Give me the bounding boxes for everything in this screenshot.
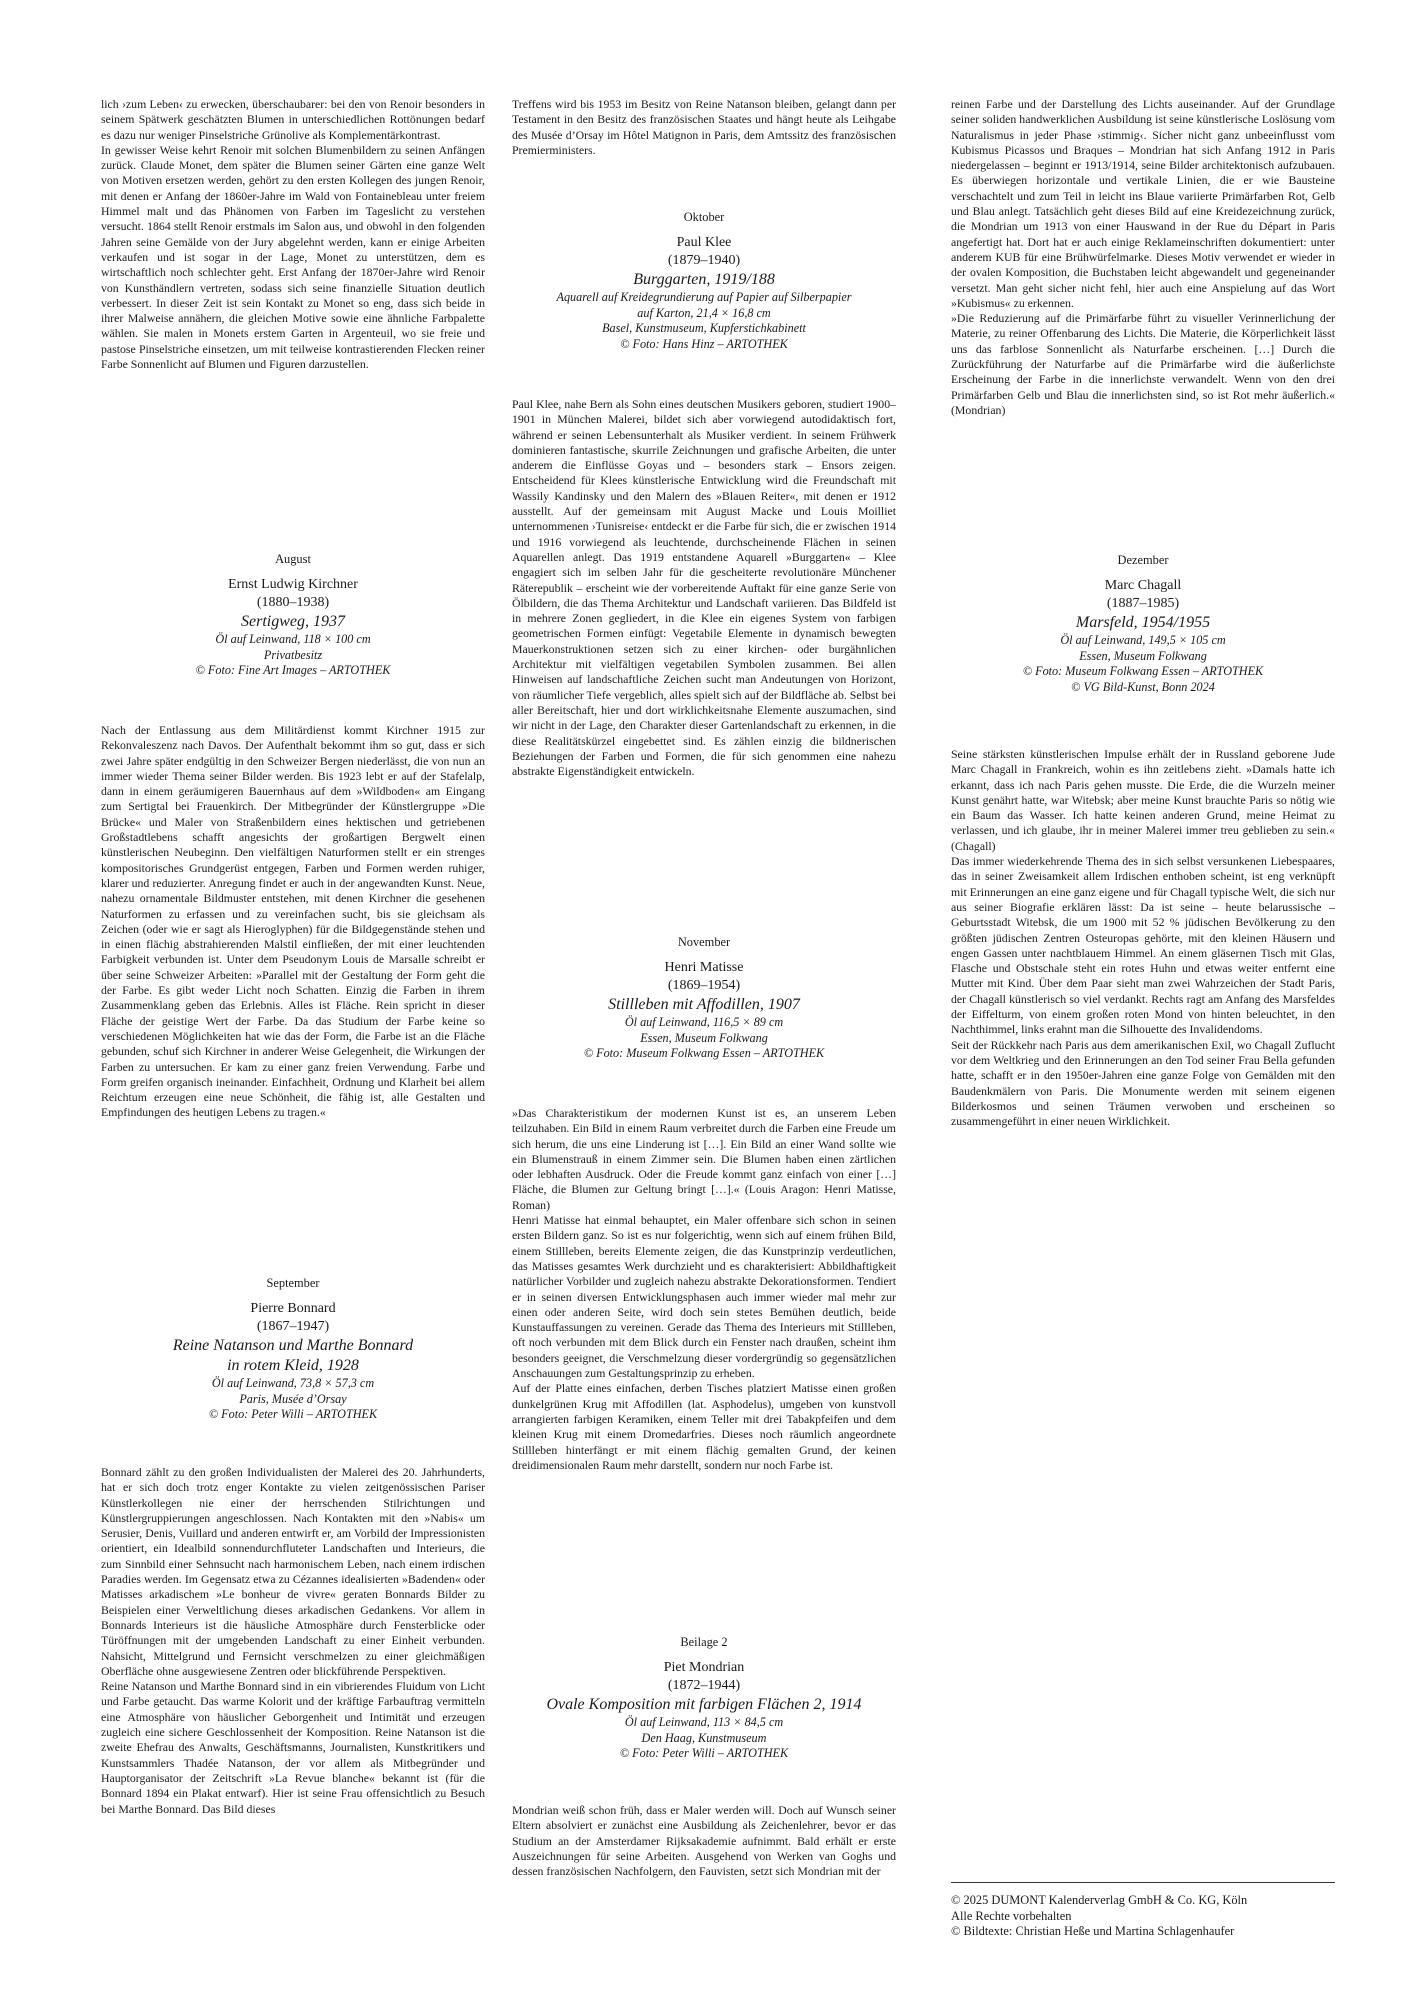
imprint-rights: Alle Rechte vorbehalten	[951, 1908, 1072, 1923]
paragraph: Das immer wiederkehrende Thema des in sich selbst versunkenen Liebespaares, das in seiner Zweisamkeit allem Irdischen enthoben scheint, ist eng verknüpft mit Erinnerungen an eine ganz eigene und für Chagall typische Welt, die sich nur aus seiner Biografie erklären lässt: Da ist seine – heute belarussische – Geburtsstadt Witebsk, die um 1900 mit 52 % jüdischen Bevölkerung zu den größten jüdischen Zentren Osteuropas gehörte, mit den kleinen Häusern und engen Gassen unter nachtblauem Himmel. An einem gläsernen Tisch mit Glas, Flasche und Obstschale steht ein rotes Huhn und etwas weiter entfernt eine Mutter mit Kind. Über dem Paar sieht man zwei Wahrzeichen der Stadt Paris, der Chagall künstlerisch so viel verdankt. Rechts ragt am Anfang des Marsfeldes der Eiffelturm, von einem großen roten Mond von hinten beleuchtet, in den Nachthimmel, links erahnt man die Silhouette des Invalidendoms.	[951, 854, 1335, 1037]
paragraph: Mondrian weiß schon früh, dass er Maler werden will. Doch auf Wunsch seiner Eltern absolviert er zunächst eine Ausbildung als Zeichenlehrer, bevor er das Studium an der Amsterdamer Rijksakademie aufnimmt. Bald erhält er erste Auszeichnungen für seine Arbeiten. Ausgehend von Werken van Goghs und dessen französischen Nachfolgern, den Fauvisten, setzt sich Mondrian mit der	[512, 1803, 896, 1879]
paragraph: lich ›zum Leben‹ zu erwecken, überschaubarer: bei den von Renoir besonders in seinem Spätwerk geschätzten Blumen in unterschiedlichen Rottönungen bedarf es dazu nur weniger Pinselstriche Grünolive als Komplementärkontrast.	[101, 97, 485, 142]
august-text	[101, 723, 485, 1121]
artwork-title: Reine Natanson und Marthe Bonnard	[172, 1337, 414, 1354]
dezember-text	[951, 747, 1335, 1129]
month-label: September	[266, 1276, 320, 1290]
oktober-caption	[512, 209, 896, 352]
month-label: November	[677, 935, 731, 949]
paragraph: »Das Charakteristikum der modernen Kunst ist es, an unserem Leben teilzuhaben. Ein Bild in einem Raum verbreitet durch die Farben eine Freude um sich herum, die uns eine Linderung ist […]. Ein Bild an einer Wand sollte wie ein Blumenstrauß in einem Zimmer sein. Die Blumen haben einen zärtlichen oder lebhaften Ausdruck. Oder die Freude kommt ganz einfach von einer […] Fläche, die Blumen zur Geltung bringt […].« (Louis Aragon: Henri Matisse, Roman)	[512, 1106, 896, 1212]
paragraph: Bonnard zählt zu den großen Individualisten der Malerei des 20. Jahrhunderts, hat er sich doch trotz enger Kontakte zu vielen zeitgenössischen Pariser Künstlerkollegen nie einer der herrschenden Stilrichtungen und Künstlergruppierungen angeschlossen. Nach Kontakten mit den »Nabis« um Serusier, Denis, Vuillard und anderen entwirft er, am Vorbild der Impressionisten orientiert, ein Idealbild sonnendurchfluteter Landschaften und Interieurs, die zum Sinnbild einer Sehnsucht nach harmonischem Leben, nach einem irdischen Paradies werden. Im Gegensatz etwa zu Cézannes idealisierten »Badenden« oder Matisses arkadischem »Le bonheur de vivre« geraten Bonnards Bilder zu Beispielen einer Verweltlichung dieses arkadischen Gedankens. Vor allem in Bonnards Interieurs ist die häusliche Atmosphäre durch Fensterblicke oder Türöffnungen mit der umgebenden Landschaft zu einer Einheit verbunden. Nahsicht, Mittelgrund und Fernsicht verschmelzen zu einer gleichmäßigen Oberfläche ohne ausgewiesene Zentren oder blickführende Perspektiven.	[101, 1465, 485, 1678]
artist-name: Ernst Ludwig Kirchner	[228, 577, 358, 592]
paragraph: Henri Matisse hat einmal behauptet, ein Maler offenbare sich schon in seinen ersten Bildern ganz. So ist es nur folgerichtig, wenn sich auf einem frühen Bild, einem Stillleben, bereits Elemente zeigen, die das Kunstprinzip verdeutlichen, das Matisses gesamtes Werk durchzieht und es charakterisiert: Abbildhaftigkeit natürlicher Vorbilder und zugleich nahezu abstrakte Dekorationsformen. Tendiert er in seinen diversen Entwicklungsphasen auch immer wieder mal mehr zur einen oder anderen Seite, wird doch sein stetes Bemühen deutlich, beide Kunstauffassungen zu vereinen. Gerade das Thema des Interieurs mit Stillleben, oft noch verbunden mit dem Blick durch ein Fenster nach draußen, scheint ihm besonders geeignet, die Verschmelzung dieser vordergründig so gegensätzlichen Anschauungen zum Gestaltungsprinzip zu erheben.	[512, 1213, 896, 1381]
month-label: August	[275, 552, 311, 566]
artwork-location: Essen, Museum Folkwang	[1079, 648, 1207, 663]
november-caption	[512, 934, 896, 1062]
artwork-location: Den Haag, Kunstmuseum	[641, 1730, 767, 1745]
photo-credit: © Foto: Peter Willi – ARTOTHEK	[619, 1746, 789, 1760]
artist-name: Paul Klee	[676, 235, 732, 250]
paragraph: Nach der Entlassung aus dem Militärdienst kommt Kirchner 1915 zur Rekonvaleszenz nach Davos. Der Aufenthalt bekommt ihm so gut, dass er sich zwei Jahre später endgültig in den Schweizer Bergen niederlässt, die von nun an immer wieder Thema seiner Bilder werden. Bis 1923 lebt er auf der Stafelalp, dann in einem geräumigeren Bauernhaus auf dem »Wildboden« am Eingang zum Sertigtal bei Frauenkirch. Der Mitbegründer der Künstlergruppe »Die Brücke« und Maler von Straßenbildern eines hektischen und getriebenen Großstadtlebens schafft angesichts der großartigen Bergwelt einen künstlerischen Neubeginn. Den vielfältigen Naturformen stellt er ein strenges kompositorisches Grundgerüst entgegen, Farben und Formen werden ruhiger, klarer und reduzierter. Anregung findet er auch in der angewandten Kunst. Neue, nahezu ornamentale Bildmuster entstehen, mit denen Kirchner die gesehenen Naturformen zu erfassen und zu vereinfachen sucht, bis sie gleichsam als Zeichen (oder wie er sagt als Hieroglyphen) für die Bildgegenstände stehen und in einen flächig abstrahierenden Malstil einfließen, der mit einer leuchtenden Farbigkeit verbunden ist. Unter dem Pseudonym Louis de Marsalle schreibt er über seine Schweizer Arbeiten: »Parallel mit der Gestaltung der Form geht die der Farbe. Es gibt weder Licht noch Schatten. Einzig die Farben in ihrem Zusammenklang geben das Erlebnis. Alles ist Fläche. Rein spricht in dieser Fläche der geistige Wert der Farbe. Da das Studium der Farbe keine so verschiedenen Möglichkeiten hat wie das der Form, die Farbe ist an die Fläche gebunden, schuf sich Kirchner in anderer Weise Gelegenheit, die Wirkungen der Farben zu untersuchen. Er kam zu einer ganz freien Verwendung. Farbe und Form greifen organisch ineinander. Einfachheit, Ordnung und Klarheit bei allem Reichtum erzeugen eine neue Schönheit, die fähig ist, alle Gestalten und Empfindungen des heutigen Lebens zu tragen.«	[101, 723, 485, 1120]
artwork-medium: Öl auf Leinwand, 118 × 100 cm	[215, 632, 371, 646]
imprint-text-credit: © Bildtexte: Christian Heße und Martina Schlagenhaufer	[951, 1924, 1235, 1939]
supplement-label: Beilage 2	[680, 1635, 728, 1649]
artist-years: (1867–1947)	[256, 1319, 330, 1334]
artwork-title: Sertigweg, 1937	[241, 613, 345, 630]
paragraph: Auf der Platte eines einfachen, derben Tisches platziert Matisse einen großen dunkelgrünen Krug mit Affodillen (lat. Asphodelus), umgeben von kunstvoll arrangierten farbigen Keramiken, einem Teller mit drei Tabakpfeifen und dem kleinen Krug mit einem Dromedarfries. Dieses noch räumlich angeordnete Stillleben hinterfängt er mit einem flächig gemalten Grund, der keinen dreidimensionalen Raum mehr darstellt, sondern nur noch Farbe ist.	[512, 1381, 896, 1472]
beilage-text	[512, 1803, 896, 1879]
photo-credit: © Foto: Fine Art Images – ARTOTHEK	[195, 663, 391, 677]
artist-name: Piet Mondrian	[663, 1660, 745, 1675]
paragraph: Treffens wird bis 1953 im Besitz von Reine Natanson bleiben, gelangt dann per Testament in den Besitz des französischen Staates und hängt heute als Leihgabe des Musée d’Orsay im Hôtel Matignon in Paris, dem Amtssitz des französischen Premierministers.	[512, 97, 896, 157]
paragraph: Reine Natanson und Marthe Bonnard sind in ein vibrierendes Fluidum von Licht und Farbe getaucht. Das warme Kolorit und der kräftige Farbauftrag vermitteln eine Atmosphäre von häuslicher Geborgenheit und Intimität und erzeugen zugleich eine sichere Geschlossenheit der Komposition. Reine Natanson ist die zweite Ehefrau des Anwalts, Geschäftsmanns, Journalisten, Kunstkritikers und Kunstsammlers Thadée Natanson, der vor allem als Mitbegründer und Hauptorganisator der Zeitschrift »La Revue blanche« bekannt ist (für die Bonnard 1894 ein Plakat entwarf). Hier ist seine Frau offensichtlich zu Besuch bei Marthe Bonnard. Das Bild dieses	[101, 1679, 485, 1816]
mondrian-continuation	[951, 97, 1335, 418]
august-caption	[101, 551, 485, 679]
artwork-location: Basel, Kunstmuseum, Kupferstichkabinett	[602, 321, 806, 335]
artwork-title: in rotem Kleid, 1928	[227, 1357, 359, 1374]
artwork-title: Ovale Komposition mit farbigen Flächen 2, 1914	[546, 1696, 862, 1713]
paragraph: Seit der Rückkehr nach Paris aus dem amerikanischen Exil, wo Chagall Zuflucht vor dem Weltkrieg und den Erinnerungen an den Tod seiner Frau Bella gefunden hatte, schafft er in den 1950er-Jahren eine ganze Folge von Gemälden mit den Baudenkmälern von Paris. Die Monumente werden mit seinem eigenen Bilderkosmos und seinen Träumen verwoben und erscheinen so zusammengeführt in einer neuen Wirklichkeit.	[951, 1037, 1335, 1129]
month-label: Oktober	[683, 210, 725, 224]
paragraph: reinen Farbe und der Darstellung des Lichts auseinander. Auf der Grundlage seiner soliden handwerklichen Ausbildung ist seine künstlerische Loslösung vom Naturalismus in jeder Phase ›stimmig‹. Sicher nicht ganz unbeeinflusst vom Kubismus Picassos und Braques – Mondrian hat sich Anfang 1912 in Paris niedergelassen – beginnt er 1913/1914, seine Bilder architektonisch aufzubauen. Es überwiegen horizontale und vertikale Linien, die er wie Bausteine verschachtelt und zum Teil in leicht ins Blaue variierte Primärfarben Rot, Gelb und Blau anlegt. Tatsächlich geht dieses Bild auf eine Kreidezeichnung zurück, die Mondrian um 1913 von einer Hauswand in der Rue du Départ in Paris angefertigt hat. Dort hat er auch einige Reklameinschriften dokumentiert: unter anderem KUB für eine Brühwürfelmarke. Dieses Motiv verwendet er wieder in der ovalen Komposition, die Buchstaben leicht abgewandelt und gegeneinander versetzt. Man geht sicher nicht fehl, hier auch eine Anspielung auf das Wort »Kubismus« zu erkennen.	[951, 97, 1335, 310]
artist-years: (1869–1954)	[667, 978, 741, 993]
artwork-medium: Öl auf Leinwand, 113 × 84,5 cm	[624, 1715, 784, 1729]
copyright-credit: © VG Bild-Kunst, Bonn 2024	[1071, 679, 1215, 694]
artist-years: (1872–1944)	[667, 1678, 741, 1693]
artist-years: (1880–1938)	[256, 595, 330, 610]
renoir-continuation	[101, 97, 485, 372]
artwork-title: Burggarten, 1919/188	[633, 271, 775, 288]
photo-credit: © Foto: Museum Folkwang Essen – ARTOTHEK	[1022, 664, 1264, 678]
paragraph: Paul Klee, nahe Bern als Sohn eines deutschen Musikers geboren, studiert 1900–1901 in München Malerei, bildet sich aber vorwiegend autodidaktisch fort, während er seinen Lebensunterhalt als Musiker verdient. In seinem Frühwerk dominieren fantastische, skurrile Zeichnungen und grafische Arbeiten, die unter anderem die Einflüsse Goyas und – besonders stark – Ensors zeigen. Entscheidend für Klees künstlerische Entwicklung wird die Freundschaft mit Wassily Kandinsky und den Malern des »Blauen Reiter«, mit denen er 1912 ausstellt. Auf der gemeinsam mit August Macke und Louis Moilliet unternommenen ›Tunisreise‹ entdeckt er die Farbe für sich, die er zwischen 1914 und 1916 vorwiegend als leuchtende, durchscheinende Flächen in seinen Aquarellen anlegt. Das 1919 entstandene Aquarell »Burggarten« – Klee engagiert sich im selben Jahr für die gescheiterte revolutionäre Münchener Räterepublik – erscheint wie der vorbereitende Auftakt für eine ganze Serie von Ölbildern, die das Thema Architektur und Landschaft variieren. Das Bildfeld ist in mehrere Zonen gegliedert, in die Klee ein eigenes System von farbigen geometrischen Formen einfügt: Vegetabile Elemente in dynamisch bewegten Mauerkonstruktionen setzen sich zu einer kirchen- oder burgähnlichen Architektur mit vielfältigen vegetabilen Symbolen zusammen. Bei allen Hinweisen auf landschaftliche Zeichen sucht man Andeutungen von Horizont, von räumlicher Tiefe vergeblich, alles spielt sich auf der Bildfläche ab. Selbst bei aller Bereitschaft, hier und dort wirklichkeitsnahe Elemente auszumachen, sind wir nicht in der Lage, den Charakter dieser Gartenlandschaft zu erkennen, in die diese Realitätskürzel eingebettet sind. Es zählen einzig die bildnerischen Beziehungen der Farben und Formen, die für sich genommen eine nahezu abstrakte Eigenständigkeit entwickeln.	[512, 397, 896, 779]
divider	[951, 1882, 1335, 1883]
september-caption	[101, 1275, 485, 1423]
artist-name: Pierre Bonnard	[250, 1301, 336, 1316]
bonnard-continuation	[512, 97, 896, 158]
beilage-caption	[512, 1634, 896, 1762]
paragraph: »Die Reduzierung auf die Primärfarbe führt zu visueller Verinnerlichung der Materie, zu reiner Offenbarung des Lichts. Die Materie, die Körperlichkeit lässt uns das farblose Sonnenlicht als Naturfarbe erscheinen. […] Durch die Zurückführung der Naturfarbe auf die Primärfarbe wird die äußerlichste Erscheinung der Farbe in die innerlichste verwandelt. Wenn von den drei Primärfarben Gelb und Blau die innerlichsten sind, so ist Rot mehr äußerlich.« (Mondrian)	[951, 311, 1335, 417]
artwork-medium: auf Karton, 21,4 × 16,8 cm	[637, 305, 771, 320]
artwork-title: Stillleben mit Affodillen, 1907	[608, 996, 800, 1013]
artist-name: Henri Matisse	[664, 960, 744, 975]
paragraph: In gewisser Weise kehrt Renoir mit solchen Blumenbildern zu seinen Anfängen zurück. Claude Monet, dem später die Blumen seiner Gärten eine ganze Welt von Motiven ersetzen werden, gehört zu den ersten Kollegen des jungen Renoir, mit denen er Anfang der 1860er-Jahre im Wald von Fontainebleau unter freiem Himmel malt und das Phänomen von Farben im Tageslicht zu verstehen versucht. 1864 stellt Renoir erstmals im Salon aus, und obwohl in den folgenden Jahren seine Gemälde von der Jury abgelehnt werden, kann er einige Arbeiten verkaufen und ist sogar in der Lage, Monet zu unterstützen, dem es wirtschaftlich noch schlechter geht. Erst Anfang der 1870er-Jahre wird Renoir von Kunsthändlern vertreten, sodass sich seine finanzielle Situation deutlich verbessert. In dieser Zeit ist sein Kontakt zu Monet so eng, dass sich beide in ihrer Malweise annähern, die gleichen Motive sowie eine ähnliche Farbpalette wählen. Sie malen in Monets erstem Garten in Argenteuil, wo sie freie und pastose Pinselstriche einsetzen, um mit teilweise kontrastierenden Flecken reiner Farbe Sonnenlicht auf Blumen und Figuren darzustellen.	[101, 142, 485, 372]
photo-credit: © Foto: Peter Willi – ARTOTHEK	[208, 1407, 378, 1421]
imprint	[951, 1882, 1335, 1940]
photo-credit: © Foto: Museum Folkwang Essen – ARTOTHEK	[583, 1046, 825, 1060]
artwork-location: Privatbesitz	[263, 647, 323, 662]
imprint-publisher: © 2025 DUMONT Kalenderverlag GmbH & Co. KG, Köln	[951, 1893, 1248, 1907]
dezember-caption	[951, 552, 1335, 695]
artwork-medium: Öl auf Leinwand, 149,5 × 105 cm	[1060, 633, 1226, 647]
artwork-medium: Öl auf Leinwand, 73,8 × 57,3 cm	[211, 1376, 375, 1390]
artist-name: Marc Chagall	[1104, 578, 1182, 593]
artwork-location: Essen, Museum Folkwang	[640, 1030, 768, 1045]
november-text	[512, 1106, 896, 1473]
paragraph: Seine stärksten künstlerischen Impulse erhält der in Russland geborene Jude Marc Chagall in Frankreich, wohin es ihn zeitlebens zieht. »Damals hatte ich erkannt, dass ich nach Paris gehen musste. Die Erde, die die Wurzeln meiner Kunst genährt hatte, war Witebsk; aber meine Kunst brauchte Paris so nötig wie ein Baum das Wasser. Ich hatte keinen anderen Grund, meine Heimat zu verlassen, und ich glaube, ihr in meiner Malerei immer treu geblieben zu sein.« (Chagall)	[951, 747, 1335, 853]
artist-years: (1887–1985)	[1106, 596, 1180, 611]
artwork-location: Paris, Musée d’Orsay	[239, 1391, 347, 1406]
artwork-medium: Öl auf Leinwand, 116,5 × 89 cm	[624, 1015, 784, 1029]
artwork-medium: Aquarell auf Kreidegrundierung auf Papier auf Silberpapier	[556, 290, 852, 304]
september-text	[101, 1465, 485, 1817]
artist-years: (1879–1940)	[667, 253, 741, 268]
artwork-title: Marsfeld, 1954/1955	[1075, 614, 1211, 631]
photo-credit: © Foto: Hans Hinz – ARTOTHEK	[620, 336, 788, 351]
oktober-text	[512, 397, 896, 779]
month-label: Dezember	[1117, 553, 1169, 567]
